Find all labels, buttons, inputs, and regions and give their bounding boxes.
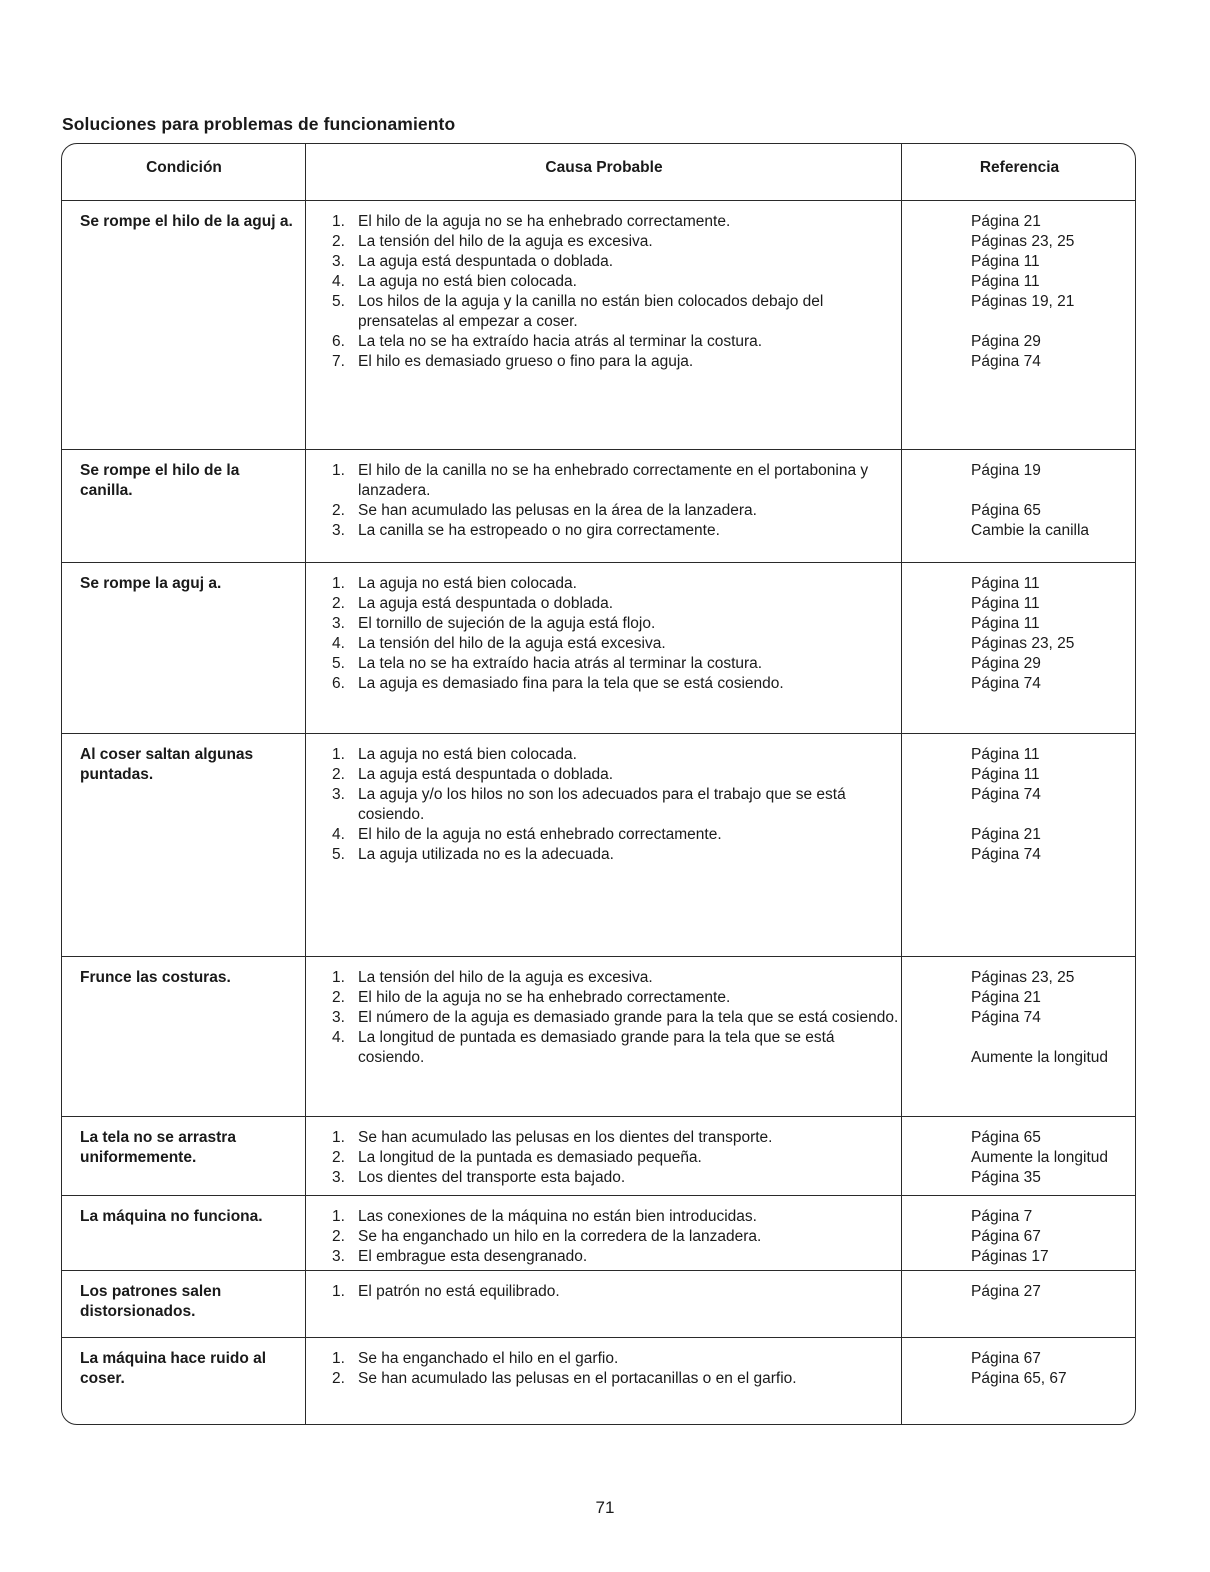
reference-list: [971, 1128, 1136, 1188]
cause-text: El hilo es demasiado grueso o fino para la aguja.: [358, 353, 694, 370]
cause-text: La aguja está despuntada o doblada.: [358, 253, 614, 270]
cause-list: [332, 212, 902, 372]
cause-text: El hilo de la aguja no se ha enhebrado correctamente.: [358, 989, 731, 1006]
cause-number: 1.: [332, 462, 345, 479]
condition-cell: Al coser saltan algunas puntadas.: [80, 746, 254, 783]
cause-number: 4.: [332, 635, 345, 652]
cause-text: La longitud de la puntada es demasiado pequeña.: [358, 1149, 702, 1166]
cause-text: Los hilos de la aguja y la canilla no están bien colocados debajo del prensatelas al empezar a coser.: [358, 293, 824, 330]
cause-item: [332, 292, 902, 332]
cause-number: 1.: [332, 1129, 345, 1146]
cause-number: 2.: [332, 766, 345, 783]
cause-text: La tela no se ha extraído hacia atrás al terminar la costura.: [358, 655, 763, 672]
reference-item: Página 11: [971, 575, 1040, 592]
cause-text: El tornillo de sujeción de la aguja está flojo.: [358, 615, 656, 632]
row-divider: [62, 1195, 1135, 1196]
cause-item: [332, 988, 902, 1008]
header-cause: Causa Probable: [545, 159, 663, 176]
cause-text: El hilo de la aguja no se ha enhebrado correctamente.: [358, 213, 731, 230]
reference-item: Aumente la longitud: [971, 1049, 1109, 1066]
reference-item: Página 11: [971, 595, 1040, 612]
reference-item: Página 19: [971, 462, 1041, 479]
cause-text: La aguja y/o los hilos no son los adecuados para el trabajo que se está cosiendo.: [358, 786, 846, 823]
cause-item: [332, 1247, 902, 1267]
cause-number: 2.: [332, 1228, 345, 1245]
cause-number: 5.: [332, 655, 345, 672]
reference-item: Página 11: [971, 273, 1040, 290]
cause-number: 2.: [332, 233, 345, 250]
cause-item: [332, 1028, 902, 1068]
cause-item: [332, 614, 902, 634]
reference-list: [971, 1282, 1136, 1302]
reference-list: [971, 968, 1136, 1068]
cause-number: 3.: [332, 1169, 345, 1186]
cause-text: El hilo de la aguja no está enhebrado correctamente.: [358, 826, 722, 843]
cause-list: [332, 461, 902, 541]
cause-item: [332, 1207, 902, 1227]
cause-number: 4.: [332, 273, 345, 290]
cause-text: La tensión del hilo de la aguja es excesiva.: [358, 969, 653, 986]
reference-item: Página 74: [971, 786, 1041, 803]
condition-cell: Se rompe el hilo de la canilla.: [80, 462, 240, 499]
cause-text: La tensión del hilo de la aguja está excesiva.: [358, 635, 666, 652]
reference-spacer: [971, 481, 1136, 501]
reference-list: [971, 212, 1136, 372]
condition-cell: Se rompe la aguj a.: [80, 575, 222, 592]
condition-cell: Los patrones salen distorsionados.: [80, 1283, 222, 1320]
cause-item: [332, 574, 902, 594]
cause-item: [332, 1128, 902, 1148]
cause-text: La tela no se ha extraído hacia atrás al terminar la costura.: [358, 333, 763, 350]
page-number: 71: [595, 1498, 615, 1517]
cause-text: El número de la aguja es demasiado grande para la tela que se está cosiendo.: [358, 1009, 899, 1026]
reference-item: Página 74: [971, 846, 1041, 863]
cause-item: [332, 1369, 902, 1389]
cause-number: 7.: [332, 353, 345, 370]
row-divider: [62, 733, 1135, 734]
cause-text: La aguja no está bien colocada.: [358, 273, 577, 290]
reference-item: Página 29: [971, 655, 1041, 672]
cause-number: 2.: [332, 1370, 345, 1387]
cause-list: [332, 745, 902, 865]
cause-text: La aguja es demasiado fina para la tela que se está cosiendo.: [358, 675, 784, 692]
cause-number: 2.: [332, 502, 345, 519]
cause-text: Se han acumulado las pelusas en la área de la lanzadera.: [358, 502, 757, 519]
condition-cell: La tela no se arrastra uniformemente.: [80, 1129, 236, 1166]
reference-item: Página 11: [971, 746, 1040, 763]
cause-item: [332, 825, 902, 845]
reference-list: [971, 1349, 1136, 1389]
reference-item: Aumente la longitud: [971, 1149, 1109, 1166]
reference-item: Página 21: [971, 826, 1041, 843]
reference-item: Páginas 23, 25: [971, 635, 1075, 652]
column-divider: [305, 144, 306, 1424]
cause-item: [332, 1148, 902, 1168]
condition-cell: La máquina no funciona.: [80, 1208, 263, 1225]
header-divider: [62, 200, 1135, 201]
header-condition: Condición: [146, 159, 222, 176]
row-divider: [62, 956, 1135, 957]
cause-item: [332, 1168, 902, 1188]
reference-item: Cambie la canilla: [971, 522, 1090, 539]
cause-item: [332, 765, 902, 785]
cause-number: 5.: [332, 846, 345, 863]
cause-number: 3.: [332, 522, 345, 539]
cause-item: [332, 521, 902, 541]
cause-text: La aguja utilizada no es la adecuada.: [358, 846, 614, 863]
cause-item: [332, 654, 902, 674]
cause-text: La tensión del hilo de la aguja es excesiva.: [358, 233, 653, 250]
cause-item: [332, 332, 902, 352]
reference-spacer: [971, 312, 1136, 332]
cause-list: [332, 574, 902, 694]
row-divider: [62, 1270, 1135, 1271]
cause-text: Se ha enganchado el hilo en el garfio.: [358, 1350, 619, 1367]
cause-item: [332, 1008, 902, 1028]
cause-text: Las conexiones de la máquina no están bien introducidas.: [358, 1208, 757, 1225]
cause-text: Se ha enganchado un hilo en la corredera de la lanzadera.: [358, 1228, 762, 1245]
cause-item: [332, 252, 902, 272]
cause-number: 6.: [332, 333, 345, 350]
reference-item: Página 74: [971, 1009, 1041, 1026]
reference-spacer: [971, 805, 1136, 825]
cause-text: El embrague esta desengranado.: [358, 1248, 588, 1265]
column-divider: [901, 144, 902, 1424]
reference-item: Página 27: [971, 1283, 1041, 1300]
reference-item: Página 65, 67: [971, 1370, 1067, 1387]
reference-item: Páginas 17: [971, 1248, 1049, 1265]
cause-list: [332, 968, 902, 1068]
condition-cell: Se rompe el hilo de la aguj a.: [80, 213, 293, 230]
cause-list: [332, 1349, 902, 1389]
cause-text: El patrón no está equilibrado.: [358, 1283, 560, 1300]
cause-item: [332, 212, 902, 232]
cause-number: 1.: [332, 1350, 345, 1367]
cause-text: Los dientes del transporte esta bajado.: [358, 1169, 626, 1186]
cause-item: [332, 352, 902, 372]
header-reference: Referencia: [979, 159, 1060, 176]
cause-number: 5.: [332, 293, 345, 310]
cause-item: [332, 1227, 902, 1247]
reference-item: Página 7: [971, 1208, 1033, 1225]
reference-item: Página 65: [971, 1129, 1041, 1146]
cause-item: [332, 785, 902, 825]
cause-item: [332, 232, 902, 252]
page-title: Soluciones para problemas de funcionamiento: [62, 114, 456, 134]
reference-item: Página 67: [971, 1228, 1041, 1245]
condition-cell: La máquina hace ruido al coser.: [80, 1350, 267, 1387]
cause-number: 2.: [332, 1149, 345, 1166]
cause-item: [332, 594, 902, 614]
cause-number: 1.: [332, 1283, 345, 1300]
cause-item: [332, 968, 902, 988]
reference-item: Página 29: [971, 333, 1041, 350]
cause-text: La aguja no está bien colocada.: [358, 746, 577, 763]
reference-list: [971, 745, 1136, 865]
cause-number: 4.: [332, 826, 345, 843]
row-divider: [62, 449, 1135, 450]
cause-item: [332, 745, 902, 765]
cause-number: 4.: [332, 1029, 345, 1046]
cause-number: 1.: [332, 969, 345, 986]
cause-number: 3.: [332, 1248, 345, 1265]
cause-number: 1.: [332, 1208, 345, 1225]
cause-number: 3.: [332, 615, 345, 632]
cause-text: Se han acumulado las pelusas en los dientes del transporte.: [358, 1129, 773, 1146]
cause-text: La longitud de puntada es demasiado grande para la tela que se está cosiendo.: [358, 1029, 835, 1066]
reference-list: [971, 574, 1136, 694]
cause-item: [332, 845, 902, 865]
reference-list: [971, 1207, 1136, 1267]
row-divider: [62, 1337, 1135, 1338]
reference-item: Páginas 23, 25: [971, 969, 1075, 986]
reference-item: Páginas 19, 21: [971, 293, 1075, 310]
cause-item: [332, 674, 902, 694]
cause-text: La aguja está despuntada o doblada.: [358, 595, 614, 612]
cause-number: 6.: [332, 675, 345, 692]
cause-number: 3.: [332, 1009, 345, 1026]
cause-item: [332, 461, 902, 501]
troubleshooting-table: [61, 143, 1136, 1425]
reference-item: Página 74: [971, 353, 1041, 370]
cause-number: 1.: [332, 746, 345, 763]
cause-list: [332, 1207, 902, 1267]
cause-item: [332, 634, 902, 654]
reference-item: Página 74: [971, 675, 1041, 692]
reference-item: Páginas 23, 25: [971, 233, 1075, 250]
cause-item: [332, 1282, 902, 1302]
reference-item: Página 11: [971, 615, 1040, 632]
cause-item: [332, 1349, 902, 1369]
cause-number: 2.: [332, 595, 345, 612]
condition-cell: Frunce las costuras.: [80, 969, 231, 986]
cause-text: El hilo de la canilla no se ha enhebrado correctamente en el portabonina y lanzadera.: [358, 462, 869, 499]
row-divider: [62, 562, 1135, 563]
cause-number: 1.: [332, 575, 345, 592]
cause-number: 1.: [332, 213, 345, 230]
reference-spacer: [971, 1028, 1136, 1048]
reference-item: Página 11: [971, 766, 1040, 783]
reference-item: Página 11: [971, 253, 1040, 270]
cause-list: [332, 1282, 902, 1302]
reference-item: Página 35: [971, 1169, 1041, 1186]
row-divider: [62, 1116, 1135, 1117]
reference-list: [971, 461, 1136, 541]
cause-text: La aguja no está bien colocada.: [358, 575, 577, 592]
cause-text: Se han acumulado las pelusas en el portacanillas o en el garfio.: [358, 1370, 797, 1387]
reference-item: Página 21: [971, 213, 1041, 230]
cause-item: [332, 501, 902, 521]
reference-item: Página 67: [971, 1350, 1041, 1367]
cause-text: La canilla se ha estropeado o no gira correctamente.: [358, 522, 720, 539]
cause-item: [332, 272, 902, 292]
reference-item: Página 65: [971, 502, 1041, 519]
cause-number: 2.: [332, 989, 345, 1006]
cause-number: 3.: [332, 786, 345, 803]
cause-text: La aguja está despuntada o doblada.: [358, 766, 614, 783]
reference-item: Página 21: [971, 989, 1041, 1006]
cause-number: 3.: [332, 253, 345, 270]
cause-list: [332, 1128, 902, 1188]
